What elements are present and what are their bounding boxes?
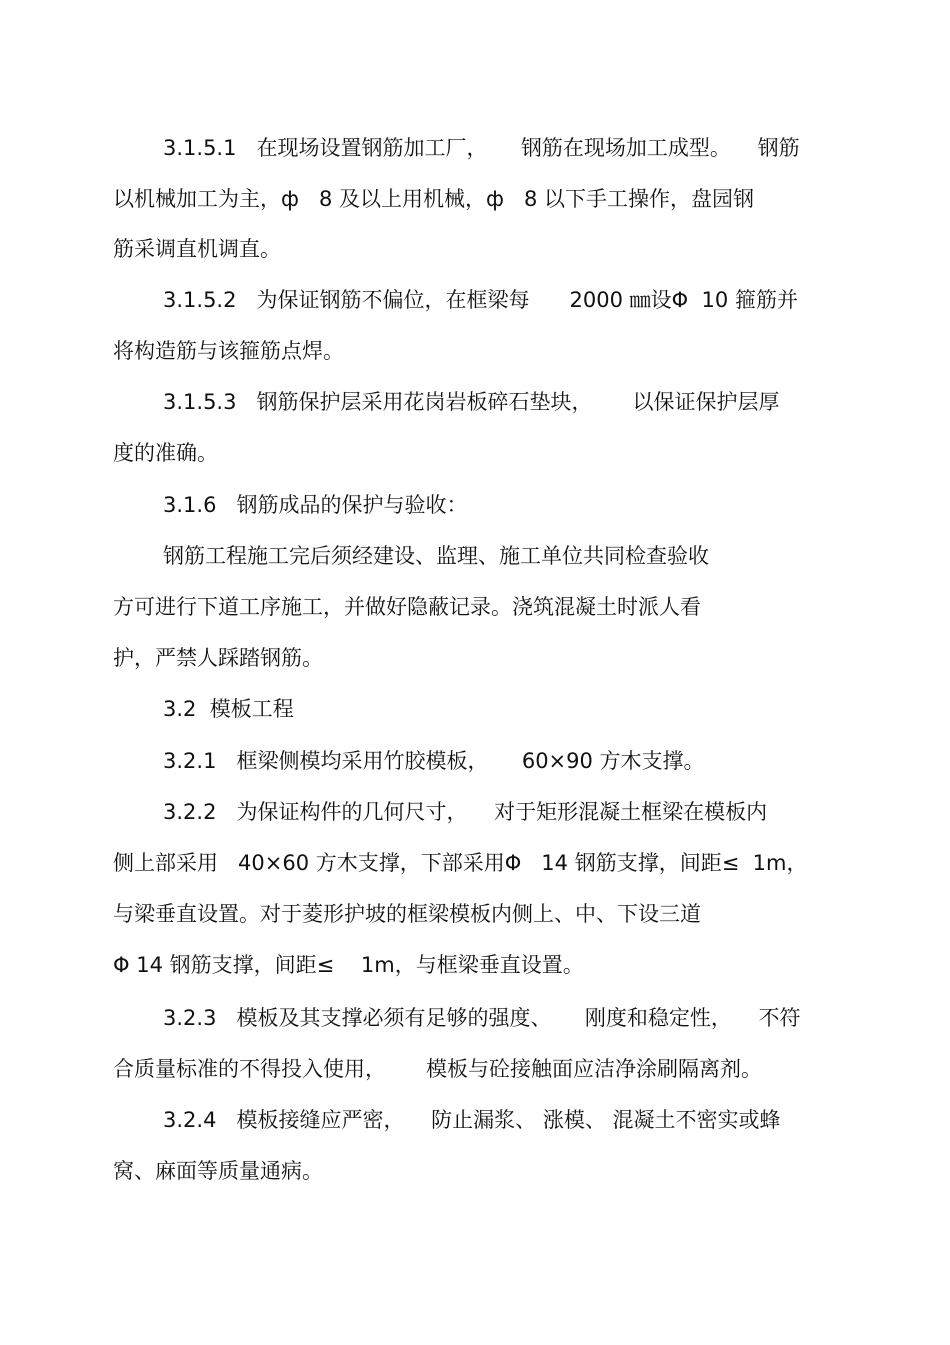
paragraph-line: 方可进行下道工序施工，并做好隐蔽记录。浇筑混凝土时派人看	[113, 595, 701, 619]
paragraph-line: 3.1.5.2 为保证钢筋不偏位，在框梁每 2000 ㎜设Φ 10 箍筋并	[163, 288, 798, 312]
paragraph-line: 将构造筋与该箍筋点焊。	[113, 339, 344, 363]
paragraph-line: 钢筋工程施工完后须经建设、监理、施工单位共同检查验收	[163, 544, 709, 568]
paragraph-line: 侧上部采用 40×60 方木支撑，下部采用Φ 14 钢筋支撑，间距≤ 1m，	[113, 851, 808, 875]
paragraph-line: 3.2.3 模板及其支撑必须有足够的强度、 刚度和稳定性， 不符	[163, 1006, 801, 1030]
paragraph-line: 筋采调直机调直。	[113, 237, 281, 261]
paragraph-line: 3.1.5.1 在现场设置钢筋加工厂， 钢筋在现场加工成型。 钢筋	[163, 136, 800, 160]
paragraph-line: 3.2.1 框梁侧模均采用竹胶模板， 60×90 方木支撑。	[163, 749, 705, 773]
paragraph-line: 3.2.2 为保证构件的几何尺寸， 对于矩形混凝土框梁在模板内	[163, 800, 768, 824]
paragraph-line: Φ 14 钢筋支撑，间距≤ 1m，与框梁垂直设置。	[113, 953, 584, 977]
section-heading: 3.1.6 钢筋成品的保护与验收：	[163, 493, 468, 517]
paragraph-line: 度的准确。	[113, 441, 218, 465]
paragraph-line: 合质量标准的不得投入使用， 模板与砼接触面应洁净涂刷隔离剂。	[113, 1057, 763, 1081]
paragraph-line: 以机械加工为主，ф 8 及以上用机械，ф 8 以下手工操作，盘园钢	[113, 187, 755, 211]
paragraph-line: 窝、麻面等质量通病。	[113, 1159, 323, 1183]
paragraph-line: 3.2.4 模板接缝应严密， 防止漏浆、 涨模、 混凝土不密实或蜂	[163, 1108, 781, 1132]
paragraph-line: 3.1.5.3 钢筋保护层采用花岗岩板碎石垫块， 以保证保护层厚	[163, 390, 780, 414]
section-heading: 3.2 模板工程	[163, 697, 294, 721]
paragraph-line: 与梁垂直设置。对于菱形护坡的框梁模板内侧上、中、下设三道	[113, 902, 701, 926]
paragraph-line: 护，严禁人踩踏钢筋。	[113, 646, 323, 670]
